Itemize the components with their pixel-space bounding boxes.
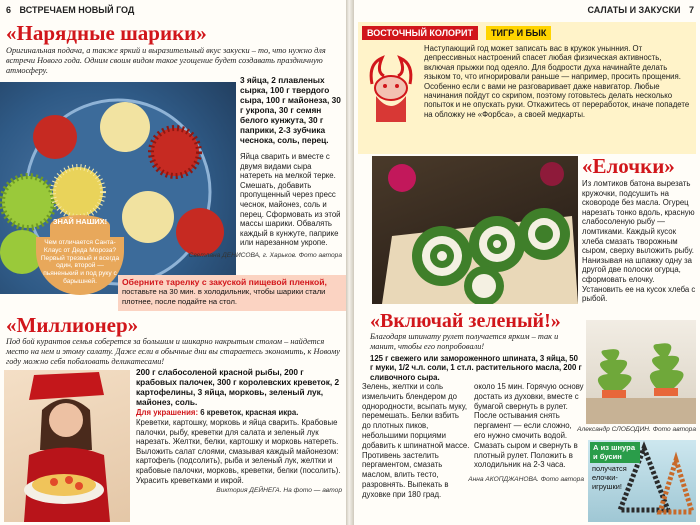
- horoscope-text: Наступающий год может записать вас в кружок унынния. От депрессивных настроений спасет любая физическая активность, включая прыжки под одеяло. Для бодрости духа начинайте делать языком то, что игнорировали раньше — например, просить прощения. Особенно если с вами не разговаривает даже навигатор. Любые начинания пойдут со скрипом, поэтому готовьтесь делать несколько попыток и не опускать руки. Откажитесь от переработок, иначе попадете на обложку не «Форбса», а своей медкарты.: [424, 44, 690, 119]
- ingredients-spinach: 125 г свежего или замороженного шпината, 3 яйца, 50 г муки, 1/2 ч.л. соли, 1 ст.л. растительного масла, 200 г сливочного сыра.: [370, 354, 582, 382]
- left-page: [0, 0, 346, 525]
- method-trees: Из ломтиков батона вырезать кружочки, подсушить на сковороде без масла. Огурец нарезать тонко вдоль, красную слабосоленую рыбу — ломтиками. Каждый кусок хлеба смазать творожным сыром, сверху выложить рыбу. Нанизывая на шпажку одну за другой две полоски огурца, сформовать елочку. Установить ее на кусок хлеба с рыбой.: [582, 179, 696, 304]
- method-balls: Яйца сварить и вместе с двумя видами сыра натереть на мелкой терке. Смешать, добавить пропущенный через пресс чеснок, майонез, соль и перец. Сформовать из этой массы шарики. Обвалять каждый в кунжуте, паприке или нарезанном укропе.: [240, 152, 341, 248]
- recipe-title-millionaire: «Миллионер»: [6, 313, 139, 337]
- tip-highlight: Оберните тарелку с закуской пищевой пленкой,: [122, 277, 327, 287]
- recipe-title-balls: «Нарядные шарики»: [6, 21, 207, 45]
- page-number-right: 7: [688, 5, 694, 15]
- recipe-intro-balls: Оригинальная подача, а также яркий и выразительный вкус закуски – то, что нужно для встречи Нового года. Одним своим видом такое угощение будет создавать праздничную атмосферу.: [6, 46, 326, 75]
- author-balls: Светлана ДЕНИСОВА, г. Харьков. Фото автора: [188, 252, 342, 259]
- horoscope-signs: ТИГР И БЫК: [486, 26, 551, 40]
- recipe-intro-spinach: Благодаря шпинату рулет получается ярким – так и манит, чтобы его попробовали!: [370, 332, 559, 351]
- woman-with-salad-illustration: [4, 370, 130, 522]
- author-photo-millionaire: [4, 370, 130, 522]
- tip-box: [118, 275, 346, 311]
- recipe-title-trees: «Елочки»: [582, 154, 675, 178]
- author-trees: Александр СЛОБОДИН. Фото автора: [577, 426, 696, 433]
- recipe-title-spinach: «Включай зеленый!»: [370, 310, 561, 332]
- spread-gutter: [346, 0, 354, 525]
- cucumber-trees-illustration: [586, 320, 696, 424]
- section-title-left: ВСТРЕЧАЕМ НОВЫЙ ГОД: [19, 5, 135, 15]
- quiz-badge: [50, 215, 110, 237]
- right-running-header: [588, 5, 694, 15]
- right-page: [354, 0, 700, 525]
- decor-line-millionaire: [136, 408, 344, 418]
- recipe-intro-millionaire: Под бой курантов семья соберется за большим и шикарно накрытым столом – найдется место на нем и этому салату. Даже если в обычные дни вы стараетесь экономить, к Новому году можно себя побаловать деликатесами!: [6, 337, 340, 366]
- ingredients-millionaire: 200 г слабосоленой красной рыбы, 200 г крабовых палочек, 300 г королевских креветок, 2 картофелины, 3 яйца, морковь, зеленый лук, майонез, соль.: [136, 367, 340, 407]
- spinach-roll-illustration: [372, 156, 578, 304]
- author-millionaire: Виктория ДЕЙНЕГА. На фото — автор: [216, 487, 342, 494]
- left-running-header: [6, 5, 134, 15]
- bull-icon: [362, 44, 420, 124]
- spinach-roll-photo: [372, 156, 578, 304]
- author-spinach: Анна АКОПДЖАНОВА. Фото автора: [468, 476, 584, 483]
- horoscope-tag: ВОСТОЧНЫЙ КОЛОРИТ: [362, 26, 478, 40]
- page-number-left: 6: [6, 5, 12, 15]
- promo-highlight: А из шнура и бусин: [590, 442, 640, 463]
- quiz-text: Чем отличается Санта-Клаус от Деда Мороза? Первый трезвый и всегда один, второй — пьяненький и под руку с барышней.: [36, 237, 124, 295]
- decor-text: 6 креветок, красная икра.: [200, 408, 299, 417]
- quiz-badge-label: ЗНАЙ НАШИХ!: [52, 217, 108, 226]
- method-spinach-col1: Зелень, желтки и соль измельчить блендером до однородности, всыпать муку, перемешать. Белки взбить до плотных пиков, небольшими порциями добавить к шпинатной массе. Противень застелить пергаментом, смазать маслом, влить тесто, разровнять. Выпекать в духовке при 180 град.: [362, 382, 470, 499]
- promo-text: получатся елочки-игрушки!: [592, 464, 627, 491]
- decor-label: Для украшения:: [136, 408, 199, 417]
- tip-text: поставьте на 30 мин. в холодильник, чтобы шарики стали плотнее, после подайте на стол.: [122, 287, 326, 306]
- ingredients-balls: 3 яйца, 2 плавленых сырка, 100 г твердого сыра, 100 г майонеза, 30 г укропа, 30 г семян белого кунжута, 30 г паприки, 2-3 зубчика чеснока, соль, перец.: [240, 75, 341, 145]
- method-spinach-col2: около 15 мин. Горячую основу достать из духовки, вместе с бумагой свернуть в рулет. После остывания снять пергамент — если сложно, его нужно смочить водой. Смазать сыром и свернуть в плотный рулет. Положить в холодильник на 2-3 часа.: [474, 382, 584, 470]
- section-title-right: САЛАТЫ И ЗАКУСКИ: [587, 5, 681, 15]
- method-millionaire: Креветки, картошку, морковь и яйца сварить. Крабовые палочки, рыбу, креветки для салата и зеленый лук нарезать. Желтки, белки, картошку и морковь натереть. Выложить салат слоями, смазывая каждый майонезом: картофель (подсолить), рыба и зеленый лук, желтки и крабовые палочки, морковь, креветки, белки (посолить). Украсить креветками и икрой.: [136, 418, 341, 485]
- cucumber-trees-photo: [586, 320, 696, 424]
